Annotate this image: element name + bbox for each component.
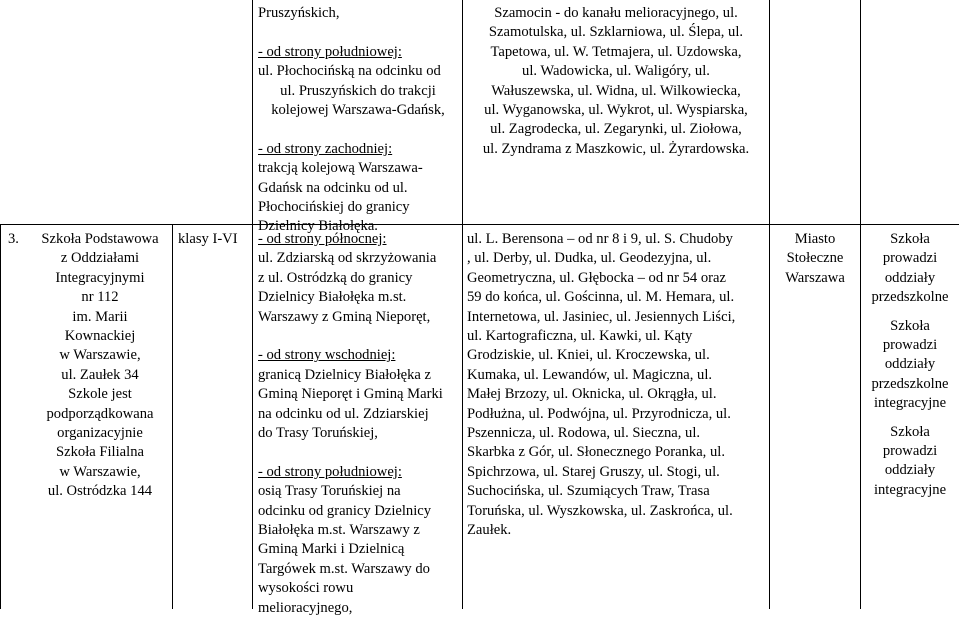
row2-street-line: Suchocińska, ul. Szumiących Traw, Trasa bbox=[467, 483, 710, 500]
school-type-line: prowadzi bbox=[882, 337, 938, 354]
row2-street-line: ul. Kartograficzna, ul. Kawki, ul. Kąty bbox=[467, 328, 693, 345]
row2-area-line: odcinku od granicy Dzielnicy bbox=[258, 502, 432, 519]
row2-area-line: Gminą Marki i Dzielnicą bbox=[258, 541, 405, 558]
school-name-line: nr 112 bbox=[81, 289, 119, 306]
row2-street-line: Geometryczna, ul. Głębocka – od nr 54 oraz bbox=[467, 269, 726, 286]
row1-street-line: Szamocin - do kanału melioracyjnego, ul. bbox=[494, 5, 738, 21]
school-type-line: Szkoła bbox=[890, 317, 930, 334]
school-type-line: przedszkolne bbox=[871, 375, 949, 392]
col-border-4 bbox=[769, 0, 770, 609]
row2-area-line: Targówek m.st. Warszawy do bbox=[258, 560, 430, 577]
school-name-line: w Warszawie, bbox=[59, 347, 141, 364]
row2-street-line: 59 do końca, ul. Gościnna, ul. M. Hemara, ul. bbox=[467, 289, 735, 306]
school-name-line: w Warszawie, bbox=[59, 463, 141, 480]
row1-area-heading-south: - od strony południowej: bbox=[258, 43, 402, 60]
school-type-line: prowadzi bbox=[882, 443, 938, 460]
row2-street-line: , ul. Derby, ul. Dudka, ul. Geodezyjna, ul. bbox=[467, 250, 712, 267]
row2-area-line: na odcinku od ul. Zdziarskiej bbox=[258, 405, 429, 422]
row1-area-line: Dzielnicy Białołęka. bbox=[258, 218, 378, 235]
row2-area-line: ul. Zdziarską od skrzyżowania bbox=[258, 250, 437, 267]
row-border bbox=[0, 224, 959, 225]
row2-area-heading-east: - od strony wschodniej: bbox=[258, 347, 396, 364]
governing-body-line: Miasto bbox=[794, 231, 836, 247]
row2-street-line: Internetowa, ul. Jasiniec, ul. Jesiennych Liści, bbox=[467, 308, 736, 325]
school-name-line: podporządkowana bbox=[46, 405, 154, 422]
row2-streets-cell bbox=[467, 230, 767, 541]
row2-area-line: z ul. Ostródzką do granicy bbox=[258, 269, 413, 286]
row2-area-line: Gminą Nieporęt i Gminą Marki bbox=[258, 386, 443, 403]
row1-area-heading-west: - od strony zachodniej: bbox=[258, 140, 393, 157]
row1-street-line: Tapetowa, ul. W. Tetmajera, ul. Uzdowska, bbox=[490, 43, 742, 60]
row2-area-line: osią Trasy Toruńskiej na bbox=[258, 483, 401, 500]
row2-street-line: ul. L. Berensona – od nr 8 i 9, ul. S. Chudoby bbox=[467, 231, 733, 247]
school-name-line: ul. Zaułek 34 bbox=[61, 366, 139, 383]
school-name-line: z Oddziałami bbox=[60, 250, 140, 267]
school-name-line: Integracyjnymi bbox=[55, 269, 145, 286]
school-name-line: Szkoła Filialna bbox=[56, 444, 144, 461]
row1-area-line: ul. Płochocińską na odcinku od bbox=[258, 63, 441, 80]
row2-area-heading-south: - od strony południowej: bbox=[258, 463, 402, 480]
row2-street-line: Skarbka z Gór, ul. Słonecznego Poranka, ul. bbox=[467, 444, 725, 461]
school-name-line: Kownackiej bbox=[64, 328, 136, 345]
row2-street-line: Grodziskie, ul. Kniei, ul. Kroczewska, ul. bbox=[467, 347, 710, 364]
row1-street-line: Wałuszewska, ul. Widna, ul. Wilkowiecka, bbox=[491, 82, 741, 99]
school-name-line: im. Marii bbox=[72, 308, 128, 325]
classes-range: klasy I-VI bbox=[178, 231, 238, 247]
row1-area-cell bbox=[258, 4, 463, 237]
row2-area-line: granicą Dzielnicy Białołęka z bbox=[258, 366, 432, 383]
row2-area-line: Dzielnicy Białołęka m.st. bbox=[258, 289, 407, 306]
row2-street-line: Podłużna, ul. Podwójna, ul. Przyrodnicza, ul. bbox=[467, 405, 731, 422]
governing-body-line: Stołeczne bbox=[786, 250, 844, 267]
row1-streets-cell bbox=[463, 4, 769, 159]
school-type-line: Szkoła bbox=[890, 423, 930, 440]
school-type-line: oddziały bbox=[884, 462, 936, 479]
row2-area-cell bbox=[258, 230, 463, 618]
row2-street-line: Małej Brzozy, ul. Oknicka, ul. Okrągła, ul. bbox=[467, 386, 717, 403]
row1-street-line: ul. Zagrodecka, ul. Zegarynki, ul. Ziołowa, bbox=[490, 121, 742, 138]
school-name-line: Szkole jest bbox=[68, 386, 132, 403]
school-type-line: integracyjne bbox=[873, 395, 947, 412]
row2-border-0 bbox=[0, 224, 1, 609]
school-type-line: przedszkolne bbox=[871, 289, 949, 306]
row1-area-line: ul. Pruszyńskich do trakcji bbox=[280, 82, 436, 99]
school-type-line: prowadzi bbox=[882, 250, 938, 267]
school-type-cell bbox=[861, 230, 959, 500]
row1-street-line: ul. Zyndrama z Maszkowic, ul. Żyrardowska. bbox=[482, 140, 750, 157]
row1-area-intro: Pruszyńskich, bbox=[258, 5, 340, 21]
row2-street-line: Pszennicza, ul. Rodowa, ul. Sieczna, ul. bbox=[467, 425, 701, 442]
school-name-cell bbox=[28, 230, 172, 502]
row2-street-line: Zaułek. bbox=[467, 522, 512, 539]
school-name-line: ul. Ostródzka 144 bbox=[47, 483, 153, 500]
row1-area-line: Gdańsk na odcinku od ul. bbox=[258, 179, 408, 196]
row1-street-line: Szamotulska, ul. Szklarniowa, ul. Ślepa, ul. bbox=[488, 24, 744, 41]
row2-area-line: do Trasy Toruńskiej, bbox=[258, 425, 378, 442]
row1-area-line: Płochocińskiej do granicy bbox=[258, 199, 410, 216]
governing-body-line: Warszawa bbox=[785, 269, 845, 286]
row2-area-line: wysokości rowu bbox=[258, 580, 354, 597]
row1-area-line: trakcją kolejową Warszawa- bbox=[258, 160, 423, 177]
school-type-line: oddziały bbox=[884, 269, 936, 286]
row2-street-line: Toruńska, ul. Wyszkowska, ul. Zaskrońca, ul. bbox=[467, 502, 733, 519]
school-type-line: Szkoła bbox=[890, 231, 930, 247]
row2-area-line: melioracyjnego, bbox=[258, 599, 353, 616]
school-type-line: integracyjne bbox=[873, 481, 947, 498]
col-border-2 bbox=[252, 0, 253, 609]
row2-street-line: Kumaka, ul. Lewandów, ul. Magiczna, ul. bbox=[467, 366, 713, 383]
row2-area-heading-north: - od strony północnej: bbox=[258, 231, 387, 247]
row2-area-line: Warszawy z Gminą Nieporęt, bbox=[258, 308, 431, 325]
row1-street-line: ul. Wadowicka, ul. Waligóry, ul. bbox=[522, 63, 710, 80]
row-number: 3. bbox=[8, 231, 19, 247]
row2-border-1 bbox=[172, 224, 173, 609]
school-name-line: organizacyjnie bbox=[57, 425, 143, 442]
row2-street-line: Spichrzowa, ul. Starej Gruszy, ul. Stogi, ul. bbox=[467, 463, 720, 480]
school-type-line: oddziały bbox=[884, 356, 936, 373]
row1-area-line: kolejowej Warszawa-Gdańsk, bbox=[271, 102, 445, 119]
row1-street-line: ul. Wyganowska, ul. Wykrot, ul. Wyspiarska, bbox=[484, 102, 748, 119]
governing-body-cell bbox=[770, 230, 860, 288]
school-name-line: Szkoła Podstawowa bbox=[41, 231, 159, 247]
row2-area-line: Białołęka m.st. Warszawy z bbox=[258, 522, 420, 539]
